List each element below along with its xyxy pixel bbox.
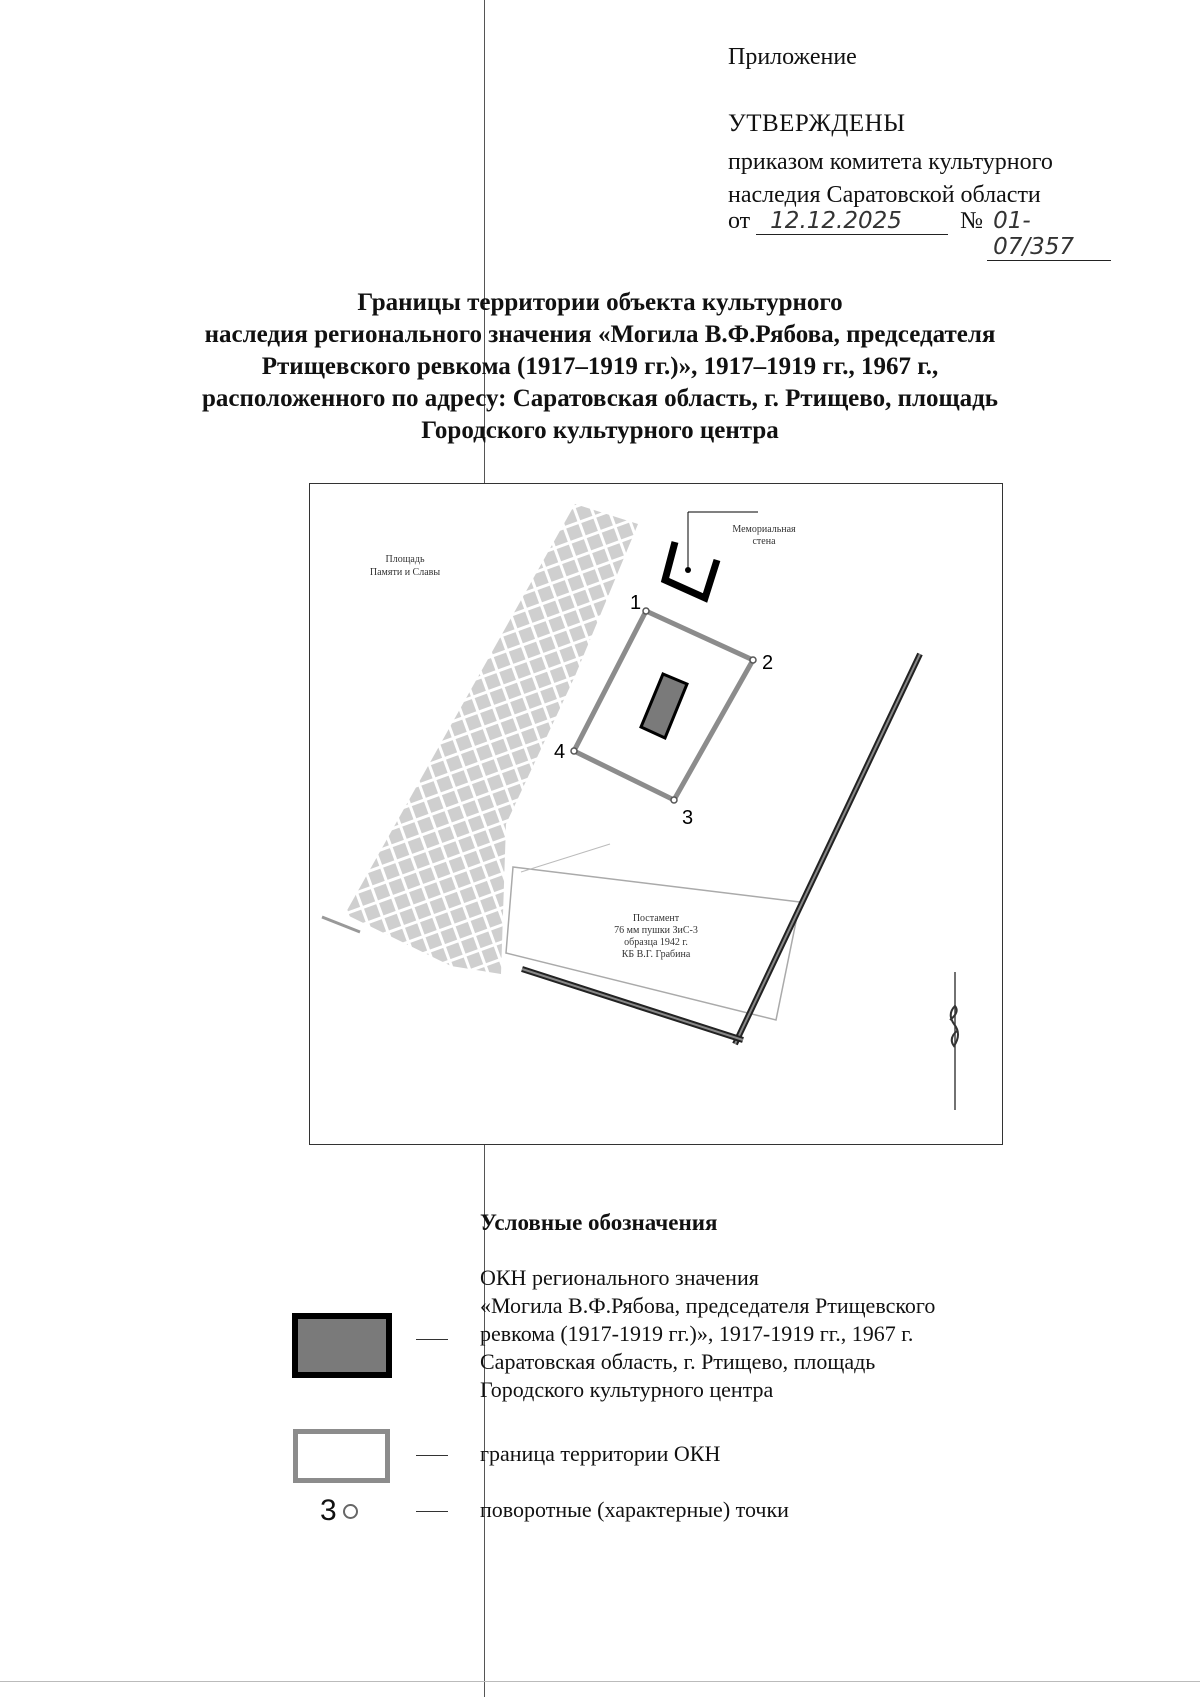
point-label-4: 4 bbox=[554, 741, 566, 763]
order-date-number bbox=[728, 208, 1111, 261]
title-line-1: Границы территории объекта культурного bbox=[357, 289, 843, 316]
document-title bbox=[150, 287, 1050, 447]
number-sign: № bbox=[960, 208, 984, 234]
turning-point-3 bbox=[671, 797, 677, 803]
legend-dash-okn bbox=[416, 1339, 448, 1340]
pedestal-label-4: КБ В.Г. Грабина bbox=[621, 949, 691, 960]
legend-point-label: поворотные (характерные) точки bbox=[480, 1497, 789, 1522]
point-circle-icon bbox=[343, 1504, 358, 1519]
pedestal-top-line bbox=[521, 844, 610, 872]
order-line-1: приказом комитета культурного bbox=[728, 149, 1053, 175]
page-bottom-edge bbox=[0, 1681, 1200, 1682]
legend-okn-symbol bbox=[292, 1313, 392, 1378]
legend-okn-line-3: ревкома (1917-1919 гг.)», 1917-1919 гг., 1967 г. bbox=[480, 1321, 914, 1346]
site-plan-drawing bbox=[310, 484, 1004, 1146]
legend-boundary-label: граница территории ОКН bbox=[480, 1441, 721, 1466]
pedestal-label-3: образца 1942 г. bbox=[624, 937, 688, 948]
memorial-label-1: Мемориальная bbox=[732, 524, 796, 535]
legend-title: Условные обозначения bbox=[480, 1210, 718, 1235]
pedestal-label-1: Постамент bbox=[632, 913, 680, 924]
pedestal-label-2: 76 мм пушки ЗиС-3 bbox=[614, 925, 698, 936]
point-label-3: 3 bbox=[682, 807, 694, 829]
handwritten-date: 12.12.2025 bbox=[756, 208, 948, 235]
legend-okn-line-4: Саратовская область, г. Ртищево, площадь bbox=[480, 1349, 876, 1374]
north-arrow-icon bbox=[950, 972, 958, 1110]
turning-point-2 bbox=[750, 657, 756, 663]
point-label-1: 1 bbox=[630, 592, 642, 614]
legend-okn-line-2: «Могила В.Ф.Рябова, председателя Ртищевского bbox=[480, 1293, 936, 1318]
road-line-east-inner bbox=[735, 654, 920, 1044]
appendix-label: Приложение bbox=[728, 44, 857, 70]
turning-point-1 bbox=[643, 608, 649, 614]
paving-edge-line bbox=[322, 917, 360, 932]
memorial-label-2: стена bbox=[752, 536, 776, 547]
order-line-2: наследия Саратовской области bbox=[728, 182, 1041, 208]
point-label-2: 2 bbox=[762, 652, 774, 674]
legend-point-symbol bbox=[320, 1494, 358, 1528]
legend-dash-point bbox=[416, 1511, 448, 1512]
legend-boundary-symbol bbox=[293, 1429, 390, 1483]
site-plan-map bbox=[309, 483, 1003, 1145]
turning-point-4 bbox=[571, 748, 577, 754]
date-prefix: от bbox=[728, 208, 751, 234]
title-line-3: Ртищевского ревкома (1917–1919 гг.)», 1917–1919 гг., 1967 г., bbox=[261, 353, 939, 380]
legend-okn-description bbox=[480, 1264, 935, 1404]
approved-label: УТВЕРЖДЕНЫ bbox=[728, 110, 906, 137]
handwritten-number: 01-07/357 bbox=[987, 208, 1111, 261]
title-line-5: Городского культурного центра bbox=[421, 417, 779, 444]
legend-okn-line-1: ОКН регионального значения bbox=[480, 1265, 759, 1290]
square-label-1: Площадь bbox=[385, 554, 425, 565]
legend-okn-line-5: Городского культурного центра bbox=[480, 1377, 774, 1402]
legend-point-number: 3 bbox=[320, 1494, 337, 1527]
road-line-south-inner bbox=[522, 969, 743, 1040]
okn-object bbox=[641, 674, 687, 738]
order-text bbox=[728, 146, 1053, 212]
legend-dash-boundary bbox=[416, 1455, 448, 1456]
title-line-4: расположенного по адресу: Саратовская область, г. Ртищево, площадь bbox=[201, 385, 999, 412]
title-line-2: наследия регионального значения «Могила В.Ф.Рябова, председателя bbox=[204, 321, 996, 348]
square-label-2: Памяти и Славы bbox=[369, 567, 441, 578]
